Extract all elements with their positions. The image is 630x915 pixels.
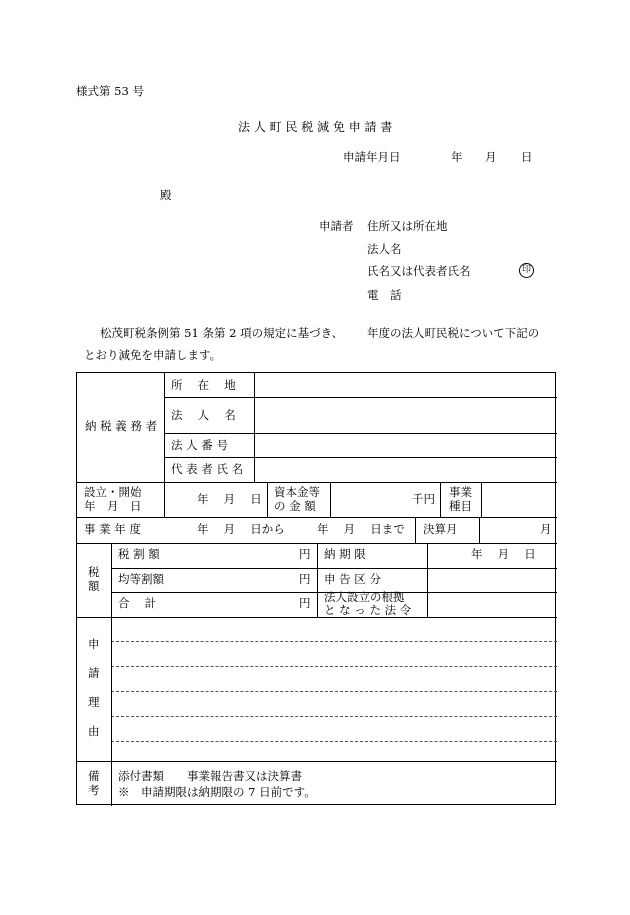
label-establish-2: 年 月 日 [84,499,142,513]
date-month: 月 [485,150,497,164]
applicant-corp-name-label: 法人名 [367,242,402,256]
settlement-unit: 月 [540,522,552,536]
deadline-note: ※ 申請期限は納期限の 7 日前です。 [118,785,316,799]
label-equal-tax: 均等割額 [118,572,164,586]
establish-ymd: 年 月 日 [197,492,262,506]
label-remarks-2: 考 [88,783,100,797]
label-deadline: 納 期 限 [324,547,366,561]
label-total: 合 計 [118,596,157,610]
equal-tax-yen: 円 [299,572,311,586]
body-text-line1-a: 松茂町税条例第 51 条第 2 項の規定に基づき、 [100,326,344,340]
applicant-address-label: 住所又は所在地 [367,219,448,233]
label-rate-tax: 税 割 額 [118,547,160,561]
taxpayer-label: 納 税 義 務 者 [85,419,158,433]
label-business-1: 事業 [449,485,472,499]
label-reason-3: 理 [88,695,100,709]
label-corp-name: 法 人 名 [171,408,236,422]
attachments-text: 添付書類 事業報告書又は決算書 [118,769,302,783]
label-tax-1: 税 [88,565,100,579]
label-business-2: 種目 [449,499,472,513]
capital-unit: 千円 [412,492,435,506]
label-settlement: 決算月 [423,522,458,536]
label-tax-2: 額 [88,579,100,593]
label-rep-name: 代 表 者 氏 名 [171,462,244,476]
label-law-2: と な っ た 法 令 [324,603,412,617]
label-law-1: 法人設立の根拠 [324,590,405,604]
rate-tax-yen: 円 [299,547,311,561]
addressee-suffix: 殿 [160,188,172,202]
label-filing-category: 申 告 区 分 [324,572,381,586]
application-table [76,372,556,805]
label-address: 所 在 地 [171,378,236,392]
body-text-line1-b: 年度の法人町民税について下記の [367,326,540,340]
fiscal-from: 年 月 日から [197,522,285,536]
label-reason-4: 由 [88,724,100,738]
total-yen: 円 [299,596,311,610]
applicant-phone-label: 電 話 [367,288,402,302]
form-number: 様式第 53 号 [76,84,144,98]
label-establish-1: 設立・開始 [84,485,142,499]
label-fiscal-year: 事 業 年 度 [84,522,141,536]
label-remarks-1: 備 [88,769,100,783]
label-capital-2: の 金 額 [274,499,316,513]
label-reason-2: 請 [88,666,100,680]
label-corp-number: 法 人 番 号 [171,438,228,452]
label-reason-1: 申 [88,637,100,651]
date-year: 年 [451,150,463,164]
date-label: 申請年月日 [343,150,401,164]
label-capital-1: 資本金等 [274,485,320,499]
applicant-label: 申請者 [319,219,354,233]
applicant-rep-name-label: 氏名又は代表者氏名 [367,264,471,278]
seal-mark: 印 [519,263,534,278]
body-text-line2: とおり減免を申請します。 [84,348,222,362]
fiscal-to: 年 月 日まで [317,522,405,536]
date-day: 日 [521,150,533,164]
document-title: 法 人 町 民 税 減 免 申 請 書 [238,120,393,134]
deadline-ymd: 年 月 日 [471,547,536,561]
